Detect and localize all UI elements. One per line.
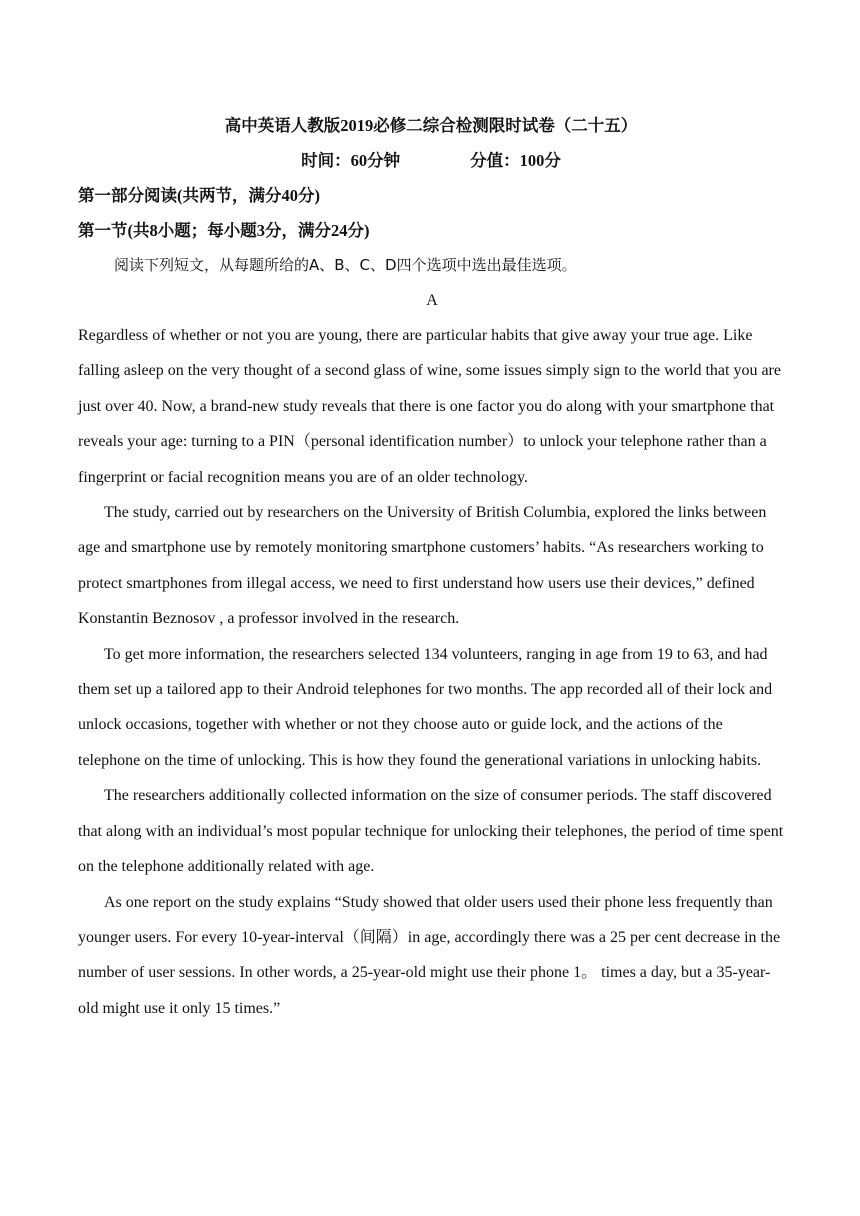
instruction-text: 阅读下列短文，从每题所给的A、B、C、D四个选项中选出最佳选项。 <box>114 256 577 274</box>
passage-paragraph-1: Regardless of whether or not you are young, there are particular habits that give away your true age. Like falling asleep on the very thought of a second glass of wine, some issues simply sign to the world that you are just over 40. Now, a brand-new study reveals that there is one factor you do along with your smartphone that reveals your age: turning to a PIN（personal identification number）to unlock your telephone rather than a fingerprint or facial recognition means you are of an older technology. <box>78 327 781 486</box>
document-page <box>78 108 784 1026</box>
exam-meta <box>78 143 784 178</box>
exam-title: 高中英语人教版2019必修二综合检测限时试卷（二十五） <box>224 116 638 135</box>
passage-paragraph-5: As one report on the study explains “Study showed that older users used their phone less frequently than younger users. For every 10-year-interval（间隔）in age, accordingly there was a 25 per cent decrease in the number of user sessions. In other words, a 25-year-old might use their phone 1。 times a day, but a 35-year-old might use it only 15 times.” <box>78 893 781 1017</box>
part-heading: 第一部分阅读(共两节，满分40分) <box>78 186 320 205</box>
total-score: 分值：100分 <box>470 151 561 170</box>
passage-paragraph-2: The study, carried out by researchers on the University of British Columbia, explored the links between age and smartphone use by remotely monitoring smartphone customers’ habits. “As researchers working to protect smartphones from illegal access, we need to first understand how users use their devices,” defined Konstantin Beznosov , a professor involved in the research. <box>78 504 767 628</box>
passage-paragraph-4: The researchers additionally collected information on the size of consumer periods. The staff discovered that along with an individual’s most popular technique for unlocking their telephones, the period of time spent on the telephone additionally related with age. <box>78 787 784 876</box>
passage-label: A <box>426 292 438 309</box>
passage-paragraph-3: To get more information, the researchers selected 134 volunteers, ranging in age from 19 to 63, and had them set up a tailored app to their Android telephones for two months. The app recorded all of their lock and unlock occasions, together with whether or not they choose auto or guide lock, and the actions of the telephone on the time of unlocking. This is how they found the generational variations in unlocking habits. <box>78 645 773 769</box>
section-heading: 第一节(共8小题；每小题3分，满分24分) <box>78 221 370 240</box>
time-limit: 时间：60分钟 <box>301 151 401 170</box>
